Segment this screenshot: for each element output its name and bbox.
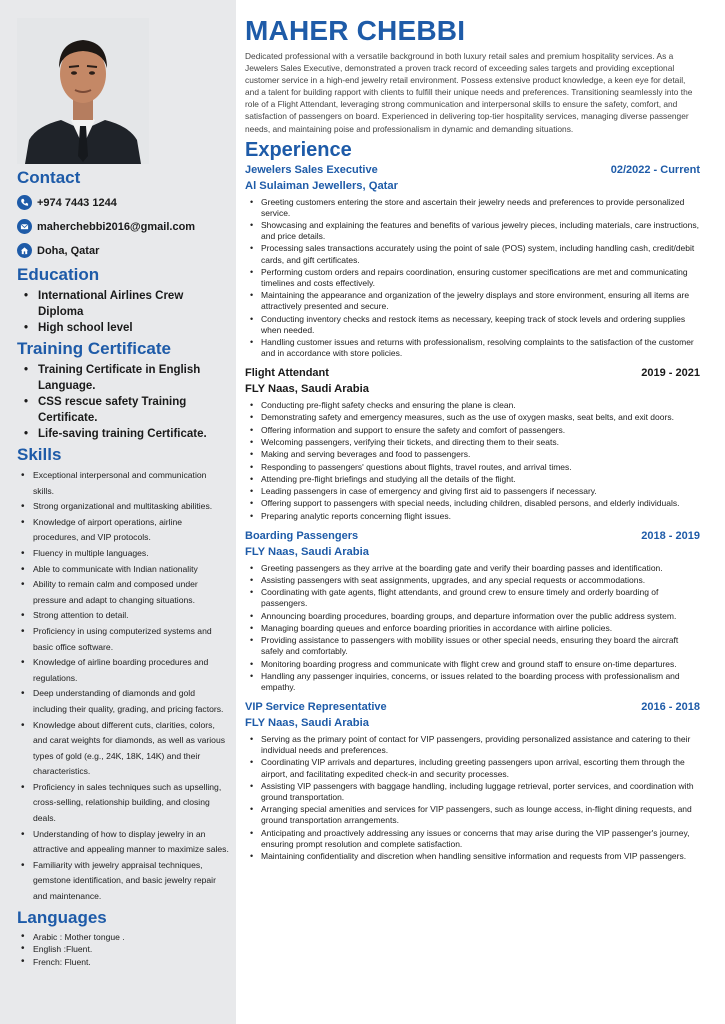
job-header bbox=[245, 529, 700, 543]
job-bullet: • Coordinating with gate agents, flight attendants, and ground crew to ensure timely and orderly boarding of passengers. bbox=[245, 587, 700, 609]
language-item: • French: Fluent. bbox=[17, 956, 229, 969]
job-bullet: • Handling customer issues and returns with professionalism, resolving complaints to the satisfaction of the customer and in accordance with store policies. bbox=[245, 337, 700, 359]
contact-location bbox=[17, 243, 229, 258]
job-dates: 2018 - 2019 bbox=[641, 529, 700, 542]
language-item: • English :Fluent. bbox=[17, 943, 229, 956]
skill-item: • Understanding of how to display jewelry in an attractive and appealing manner to maximize sales. bbox=[17, 827, 229, 858]
job-title: Jewelers Sales Executive bbox=[245, 163, 378, 176]
job-company: Al Sulaiman Jewellers, Qatar bbox=[245, 179, 398, 192]
job-bullet: • Making and serving beverages and food to passengers. bbox=[245, 449, 700, 460]
job-bullet: • Arranging special amenities and services for VIP passengers, such as lounge access, in-flight dining requests, and ground transportation arrangements. bbox=[245, 804, 700, 826]
job-bullet: • Showcasing and explaining the features and benefits of various jewelry pieces, including materials, care instructions, and price details. bbox=[245, 220, 700, 242]
job-bullet: • Maintaining confidentiality and discretion when handling sensitive information and requests from VIP passengers. bbox=[245, 851, 700, 862]
job-dates: 2016 - 2018 bbox=[641, 701, 700, 714]
job-bullet: • Attending pre-flight briefings and studying all the details of the flight. bbox=[245, 474, 700, 485]
job-company: FLY Naas, Saudi Arabia bbox=[245, 383, 369, 396]
job-dates: 2019 - 2021 bbox=[641, 367, 700, 380]
job-bullet: • Assisting VIP passengers with baggage handling, including luggage retrieval, porter services, and coordination with ground transportation. bbox=[245, 781, 700, 803]
job-header bbox=[245, 700, 700, 714]
skill-item: • Knowledge about different cuts, clarities, colors, and carat weights for diamonds, as well as various types of gold (e.g., 24K, 18K, 14K) and their characteristics. bbox=[17, 718, 229, 780]
job-bullet: • Managing boarding queues and enforce boarding priorities in accordance with airline policies. bbox=[245, 623, 700, 634]
job-bullets bbox=[245, 197, 700, 359]
skill-item: • Familiarity with jewelry appraisal techniques, gemstone identification, and basic jewelry repair and maintenance. bbox=[17, 858, 229, 905]
home-icon bbox=[17, 243, 32, 258]
languages-list bbox=[17, 931, 229, 969]
skill-item: • Able to communicate with Indian nationality bbox=[17, 562, 229, 578]
job-bullet: • Conducting inventory checks and restock items as necessary, keeping track of stock levels and ordering supplies when needed. bbox=[245, 314, 700, 336]
skills-list bbox=[17, 468, 229, 905]
sidebar-content bbox=[17, 168, 229, 968]
job-bullet: • Greeting customers entering the store and ascertain their jewelry needs and preferences to provide personalized service. bbox=[245, 197, 700, 219]
job-bullet: • Maintaining the appearance and organization of the jewelry displays and store environment, ensuring all items are attractively presented and secure. bbox=[245, 290, 700, 312]
job-bullet: • Leading passengers in case of emergency and giving first aid to passengers if necessary. bbox=[245, 486, 700, 497]
main-content bbox=[245, 14, 700, 863]
job-bullet: • Preparing analytic reports concerning flight issues. bbox=[245, 511, 700, 522]
job-bullet: • Welcoming passengers, verifying their tickets, and directing them to their seats. bbox=[245, 437, 700, 448]
job-bullet: • Performing custom orders and repairs coordination, ensuring customer specifications are met and communicating timelines and costs effectively. bbox=[245, 267, 700, 289]
job-bullet: • Assisting passengers with seat assignments, upgrades, and any special requests or accommodations. bbox=[245, 575, 700, 586]
job-bullet: • Responding to passengers' questions about flights, travel routes, and arrival times. bbox=[245, 462, 700, 473]
job-dates: 02/2022 - Current bbox=[610, 163, 700, 176]
email-icon bbox=[17, 219, 32, 234]
phone-icon bbox=[17, 195, 32, 210]
job-entry bbox=[245, 366, 700, 522]
job-entry bbox=[245, 163, 700, 359]
location-text: Doha, Qatar bbox=[37, 244, 100, 257]
contact-phone[interactable] bbox=[17, 195, 229, 210]
job-company: FLY Naas, Saudi Arabia bbox=[245, 717, 369, 730]
email-text: maherchebbi2016@gmail.com bbox=[37, 220, 196, 233]
education-item: • International Airlines Crew Diploma bbox=[17, 288, 229, 320]
job-bullet: • Monitoring boarding progress and communicate with flight crew and ground staff to ensure on-time departures. bbox=[245, 659, 700, 670]
job-entry bbox=[245, 529, 700, 693]
training-item: • CSS rescue safety Training Certificate. bbox=[17, 394, 229, 426]
skill-item: • Ability to remain calm and composed under pressure and adapt to changing situations. bbox=[17, 577, 229, 608]
skill-item: • Deep understanding of diamonds and gold including their quality, grading, and pricing factors. bbox=[17, 686, 229, 717]
job-bullet: • Offering information and support to ensure the safety and comfort of passengers. bbox=[245, 425, 700, 436]
job-bullet: • Demonstrating safety and emergency measures, such as the use of oxygen masks, seat belts, and exit doors. bbox=[245, 412, 700, 423]
job-header bbox=[245, 366, 700, 380]
skills-heading: Skills bbox=[17, 445, 62, 464]
skill-item: • Knowledge of airline boarding procedures and regulations. bbox=[17, 655, 229, 686]
skill-item: • Fluency in multiple languages. bbox=[17, 546, 229, 562]
job-bullet: • Greeting passengers as they arrive at the boarding gate and verify their boarding passes and identification. bbox=[245, 563, 700, 574]
education-heading: Education bbox=[17, 265, 100, 284]
job-title: VIP Service Representative bbox=[245, 701, 387, 714]
job-header bbox=[245, 163, 700, 177]
skill-item: • Proficiency in sales techniques such as upselling, cross-selling, relationship building, and closing deals. bbox=[17, 780, 229, 827]
job-bullets bbox=[245, 734, 700, 862]
contact-heading: Contact bbox=[17, 168, 81, 187]
skill-item: • Knowledge of airport operations, airline procedures, and VIP protocols. bbox=[17, 515, 229, 546]
job-bullet: • Anticipating and proactively addressing any issues or concerns that may arise during the VIP passenger's journey, ensuring prompt resolution and complete satisfaction. bbox=[245, 828, 700, 850]
education-item: • High school level bbox=[17, 320, 229, 336]
experience-heading: Experience bbox=[245, 138, 352, 161]
job-bullet: • Handling any passenger inquiries, concerns, or issues related to the boarding process with professionalism and empathy. bbox=[245, 671, 700, 693]
sidebar bbox=[0, 0, 236, 1024]
profile-summary: Dedicated professional with a versatile background in both luxury retail sales and premium hospitality services. As a Jewelers Sales Executive, demonstrated a proven track record of exceeding sales targets and providing exceptional customer service in a high-end jewelry retail environment. Possess extensive product knowledge, a keen eye for detail, and a talent for building rapport with clients to fulfill their unique needs and preferences. Transitioning seamlessly into the role of a Flight Attendant, leveraging strong communication and interpersonal skills to ensure the safety, comfort, and satisfaction of passengers on board. Experienced in delivering top-tier hospitality services, managing diverse passenger needs, and maintaining poise and professionalism in dynamic and demanding situations. bbox=[245, 51, 693, 134]
job-bullet: • Serving as the primary point of contact for VIP passengers, providing personalized assistance and catering to their individual needs and preferences. bbox=[245, 734, 700, 756]
candidate-name: MAHER CHEBBI bbox=[245, 15, 466, 46]
job-entry bbox=[245, 700, 700, 862]
job-bullets bbox=[245, 563, 700, 693]
language-item: • Arabic : Mother tongue . bbox=[17, 931, 229, 944]
training-item: • Life-saving training Certificate. bbox=[17, 426, 229, 442]
job-title: Flight Attendant bbox=[245, 367, 329, 380]
training-heading: Training Certificate bbox=[17, 339, 171, 358]
phone-text: +974 7443 1244 bbox=[37, 196, 117, 209]
profile-photo-image bbox=[17, 18, 149, 164]
training-list bbox=[17, 362, 229, 442]
education-list bbox=[17, 288, 229, 336]
job-bullets bbox=[245, 400, 700, 522]
skill-item: • Strong attention to detail. bbox=[17, 608, 229, 624]
job-bullet: • Conducting pre-flight safety checks and ensuring the plane is clean. bbox=[245, 400, 700, 411]
job-bullet: • Processing sales transactions accurately using the point of sale (POS) system, including handling cash, credit/debit cards, and gift certificates. bbox=[245, 243, 700, 265]
training-item: • Training Certificate in English Language. bbox=[17, 362, 229, 394]
skill-item: • Exceptional interpersonal and communication skills. bbox=[17, 468, 229, 499]
job-bullet: • Offering support to passengers with special needs, including children, disabled persons, and elderly individuals. bbox=[245, 498, 700, 509]
job-bullet: • Announcing boarding procedures, boarding groups, and departure information over the public address system. bbox=[245, 611, 700, 622]
languages-heading: Languages bbox=[17, 907, 107, 927]
skill-item: • Proficiency in using computerized systems and basic office software. bbox=[17, 624, 229, 655]
profile-photo bbox=[17, 18, 149, 164]
job-company: FLY Naas, Saudi Arabia bbox=[245, 545, 369, 558]
job-bullet: • Providing assistance to passengers with mobility issues or other special needs, ensuring they board the aircraft safely and comfortably. bbox=[245, 635, 700, 657]
job-bullet: • Coordinating VIP arrivals and departures, including greeting passengers upon arrival, escorting them through the airport, and facilitating expedited check-in and security processes. bbox=[245, 757, 700, 779]
job-title: Boarding Passengers bbox=[245, 529, 359, 542]
contact-email[interactable] bbox=[17, 219, 229, 234]
skill-item: • Strong organizational and multitasking abilities. bbox=[17, 499, 229, 515]
